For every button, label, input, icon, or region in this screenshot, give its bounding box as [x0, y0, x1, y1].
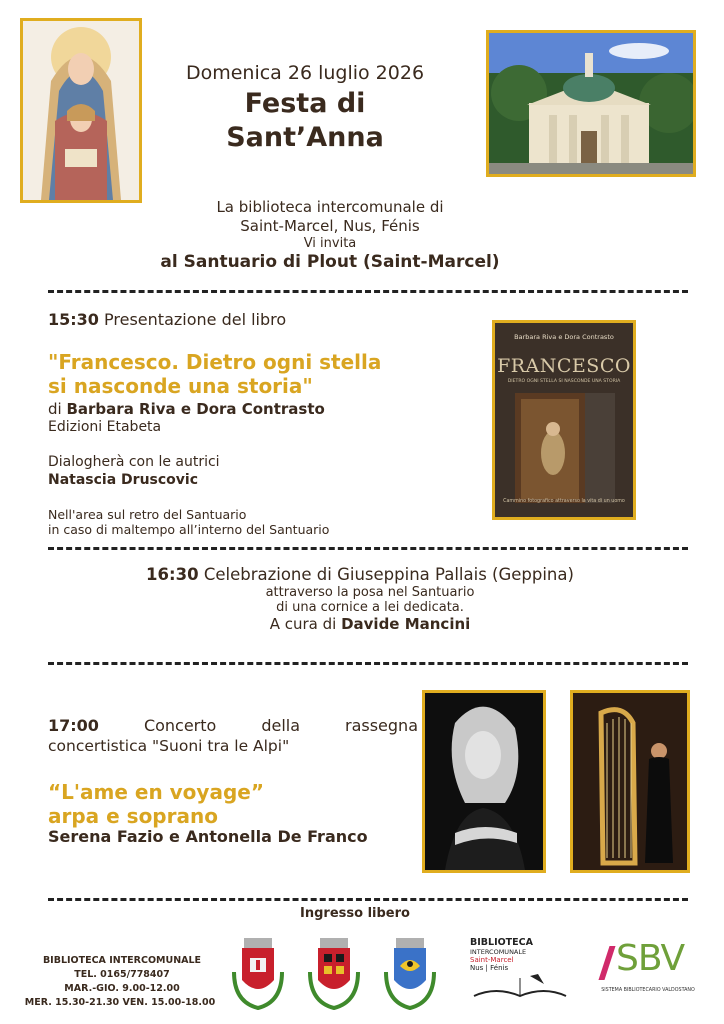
- coat-of-arms-saint-marcel: [228, 936, 288, 1012]
- library-name: BIBLIOTECA INTERCOMUNALE: [42, 955, 202, 966]
- biblioteca-logo-line1: BIBLIOTECA: [470, 937, 533, 948]
- free-entry: Ingresso libero: [300, 906, 410, 921]
- divider-1: [48, 290, 688, 293]
- book-time-label: Presentazione del libro: [104, 310, 287, 329]
- event-title-line2: Sant’Anna: [226, 122, 384, 153]
- saint-anne-image: [20, 18, 142, 203]
- event-date: Domenica 26 luglio 2026: [185, 62, 425, 84]
- concert-title-line1: “L'ame en voyage”: [48, 780, 264, 804]
- harpist-illustration: [573, 693, 687, 870]
- divider-2: [48, 547, 688, 550]
- biblioteca-logo-line2: INTERCOMUNALE: [470, 948, 527, 956]
- coat-of-arms-fenis: [380, 936, 440, 1012]
- invite-line3: Vi invita: [303, 236, 357, 251]
- book-title-line1: "Francesco. Dietro ogni stella: [48, 350, 382, 374]
- book-time: 15:30: [48, 310, 99, 329]
- sanctuary-photo: [486, 30, 696, 177]
- sbv-slash-icon: [598, 946, 615, 980]
- celebration-time: 16:30: [146, 565, 199, 584]
- sanctuary-illustration: [489, 33, 693, 174]
- celebration-curator-row: [160, 615, 580, 633]
- concert-line1: Concerto della rassegna: [143, 716, 418, 735]
- cover-caption: Cammino fotografico attraverso la vita di un uomo: [503, 499, 625, 504]
- harpist-photo: [570, 690, 690, 873]
- coat-of-arms-nus: [304, 936, 364, 1012]
- library-phone: TEL. 0165/778407: [74, 969, 170, 980]
- library-hours-2: MER. 15.30-21.30 VEN. 15.00-18.00: [24, 997, 216, 1008]
- cover-subtitle: DIETRO OGNI STELLA SI NASCONDE UNA STORIA: [507, 379, 621, 384]
- book-cover: [492, 320, 636, 520]
- concert-line1-row: [48, 716, 418, 735]
- invite-venue: al Santuario di Plout (Saint-Marcel): [160, 252, 500, 272]
- book-publisher: Edizioni Etabeta: [48, 419, 162, 435]
- book-authors-row: [48, 400, 325, 418]
- invite-line2: Saint-Marcel, Nus, Fénis: [240, 217, 420, 235]
- divider-3: [48, 662, 688, 665]
- book-location-line2: in caso di maltempo all’interno del Santuario: [48, 522, 330, 537]
- celebration-curator: Davide Mancini: [341, 615, 471, 633]
- book-dialog-label: Dialogherà con le autrici: [48, 454, 220, 470]
- concert-performers: Serena Fazio e Antonella De Franco: [48, 827, 368, 846]
- book-location-line1: Nell'area sul retro del Santuario: [48, 507, 247, 522]
- celebration-curator-prefix: A cura di: [269, 615, 337, 633]
- event-title-line1: Festa di: [244, 88, 366, 119]
- book-by-prefix: di: [48, 400, 62, 418]
- celebration-title: Celebrazione di Giuseppina Pallais (Geppina): [203, 565, 574, 584]
- celebration-line2: attraverso la posa nel Santuario: [265, 585, 475, 600]
- concert-line2: concertistica "Suoni tra le Alpi": [48, 737, 290, 755]
- saint-anne-illustration: [23, 21, 139, 200]
- book-time-row: [48, 310, 286, 329]
- biblioteca-logo-line4: Nus | Fénis: [470, 964, 509, 972]
- concert-time: 17:00: [48, 716, 99, 735]
- divider-4: [48, 898, 688, 901]
- biblioteca-logo-line3: Saint-Marcel: [470, 956, 514, 964]
- book-title-line2: si nasconde una storia": [48, 374, 313, 398]
- book-cover-art: [495, 323, 633, 517]
- book-authors: Barbara Riva e Dora Contrasto: [66, 400, 325, 418]
- book-moderator: Natascia Druscovic: [48, 472, 199, 488]
- biblioteca-logo: [470, 938, 570, 1008]
- sbv-caption: SISTEMA BIBLIOTECARIO VALDOSTANO: [601, 988, 695, 993]
- cover-authors: Barbara Riva e Dora Contrasto: [514, 333, 614, 341]
- cover-title: FRANCESCO: [497, 355, 631, 377]
- invite-line1: La biblioteca intercomunale di: [216, 198, 444, 216]
- singer-portrait: [425, 693, 543, 870]
- singer-photo: [422, 690, 546, 873]
- concert-title-line2: arpa e soprano: [48, 804, 218, 828]
- sbv-logo: [598, 938, 698, 1010]
- celebration-title-row: [40, 565, 680, 584]
- sbv-logo-text: SBV: [616, 938, 685, 979]
- open-book-icon: [470, 972, 570, 1000]
- celebration-line3: di una cornice a lei dedicata.: [276, 600, 464, 615]
- library-hours-1: MAR.-GIO. 9.00-12.00: [64, 983, 180, 994]
